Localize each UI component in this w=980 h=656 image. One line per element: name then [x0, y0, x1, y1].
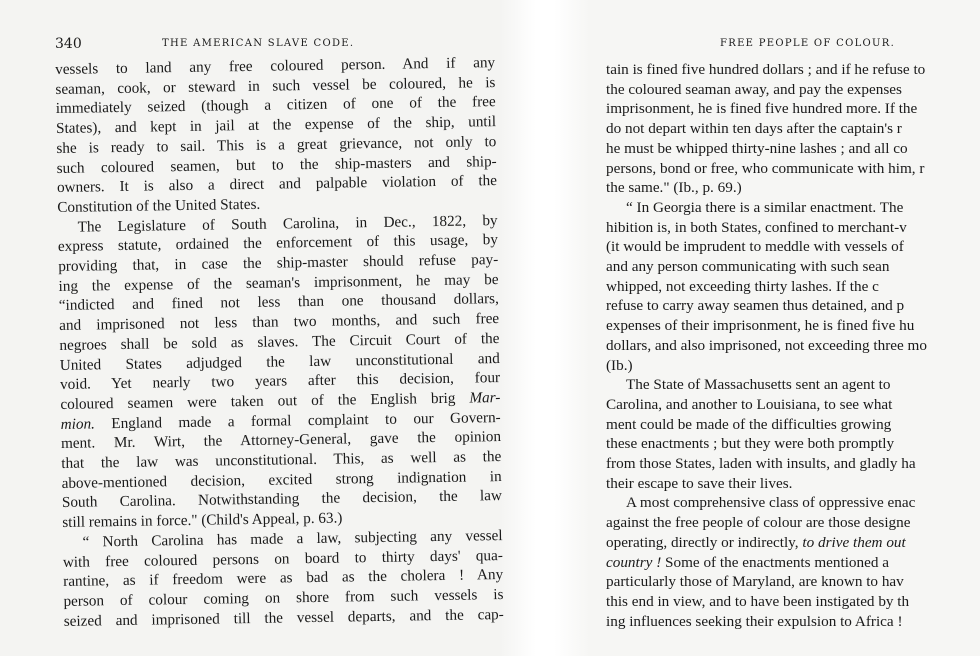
text-line: dollars, and also imprisoned, not exceeding three mo [606, 336, 927, 354]
text-line: Constitution of the United States. [57, 195, 261, 216]
text-line: that the law was unconstitutional. This, as well as the [61, 448, 502, 473]
text-line: operating, directly or indirectly, to drive them out [606, 533, 906, 551]
text-line: coloured seamen were taken out of the English brig Mar- [60, 389, 501, 413]
text-line: Carolina, and another to Louisiana, to see what [606, 395, 893, 413]
text-line: States), and kept in jail at the expense of the ship, until [55, 113, 497, 138]
text-line: above-mentioned decision, excited strong indignation in [61, 467, 502, 492]
text-line: refuse to carry away seamen thus detained, and p [606, 297, 905, 315]
text-line: this end in view, and to have been instigated by th [606, 592, 910, 610]
text-line: A most comprehensive class of oppressive enac [626, 494, 916, 512]
running-title-left: THE AMERICAN SLAVE CODE. [162, 38, 355, 49]
text-line: The State of Massachusetts sent an agent to [626, 376, 891, 394]
text-line: whipped, not exceeding thirty lashes. If the c [606, 277, 879, 295]
text-line: South Carolina. Notwithstanding the decision, the law [61, 487, 503, 512]
text-line: rantine, as if freedom were as bad as the cholera ! Any [63, 566, 504, 591]
text-line: against the free people of colour are those designe [606, 514, 911, 532]
text-line: “indicted and fined not less than one thousand dollars, [58, 290, 499, 315]
text-line: seized and imprisoned till the vessel departs, and the cap- [63, 605, 504, 630]
book-gutter [500, 0, 590, 656]
text-line: tain is fined five hundred dollars ; and if he refuse to [606, 61, 926, 78]
text-line: ing influences seeking their expulsion to Africa ! [606, 612, 903, 630]
text-line: such coloured seamen, but to the ship-masters and ship- [56, 152, 497, 177]
text-line: she is ready to sail. This is a great grievance, not only to [56, 132, 497, 157]
text-line: country ! Some of the enactments mentioned a [606, 553, 889, 571]
page-number: 340 [55, 36, 82, 52]
text-line: “ In Georgia there is a similar enactment. The [626, 198, 904, 216]
text-line: and imprisoned not less than two months, and such free [59, 310, 500, 335]
text-line: “ North Carolina has made a law, subjecting any vessel [82, 526, 503, 551]
text-line: providing that, in case the ship-master should refuse pay- [58, 251, 499, 276]
text-line: the same." (Ib., p. 69.) [606, 179, 742, 197]
left-page-body [55, 53, 504, 631]
text-line: these enactments ; but they were both promptly [606, 435, 895, 453]
text-line: immediately seized (though a citizen of one of the free [55, 93, 496, 118]
text-line: ment could be made of the difficulties growing [606, 415, 892, 433]
running-title-right: FREE PEOPLE OF COLOUR. [720, 38, 896, 49]
text-line: and any person communicating with such sean [606, 258, 890, 276]
text-line: mion. England made a formal complaint to our Govern- [60, 408, 501, 433]
text-line: United States adjudged the law unconstitutional and [59, 349, 500, 374]
text-line: seaman, cook, or steward in such vessel be coloured, he is [55, 73, 496, 98]
text-line: still remains in force." (Child's Appeal, p. 63.) [62, 509, 343, 532]
text-line: vessels to land any free coloured person. And if any [55, 54, 496, 78]
text-line: owners. It is also a direct and palpable violation of the [56, 172, 498, 197]
right-page-body [606, 60, 978, 631]
text-line: from those States, laden with insults, and gladly ha [606, 455, 916, 473]
text-line: person of colour coming on shore from such vessels is [63, 586, 504, 610]
text-line: imprisonment, he is fined five hundred more. If the [606, 100, 918, 118]
text-line: persons, bond or free, who communicate with him, r [606, 159, 925, 177]
text-line: express statute, ordained the enforcement of this usage, by [57, 231, 499, 256]
text-line: their escape to save their lives. [606, 474, 793, 492]
text-line: expenses of their imprisonment, he is fined five hu [606, 317, 915, 335]
text-line: void. Yet nearly two years after this decision, four [59, 369, 501, 394]
text-line: do not depart within ten days after the captain's r [606, 120, 902, 138]
text-line: ing the expense of the seaman's imprisonment, he may be [58, 270, 499, 295]
text-line: hibition is, in both States, confined to merchant-v [606, 218, 907, 236]
text-line: (it would be imprudent to meddle with vessels of [606, 238, 904, 256]
text-line: (Ib.) [606, 356, 633, 374]
text-line: the coloured seaman away, and pay the expenses [606, 80, 902, 98]
text-line: negroes shall be sold as slaves. The Circuit Court of the [59, 329, 500, 354]
text-line: The Legislature of South Carolina, in Dec., 1822, by [77, 211, 498, 236]
text-line: particularly those of Maryland, are known to hav [606, 573, 904, 591]
text-line: ment. Mr. Wirt, the Attorney-General, gave the opinion [60, 428, 502, 453]
text-line: he must be whipped thirty-nine lashes ; and all co [606, 139, 908, 157]
text-line: with free coloured persons on board to thirty days' qua- [62, 546, 503, 571]
